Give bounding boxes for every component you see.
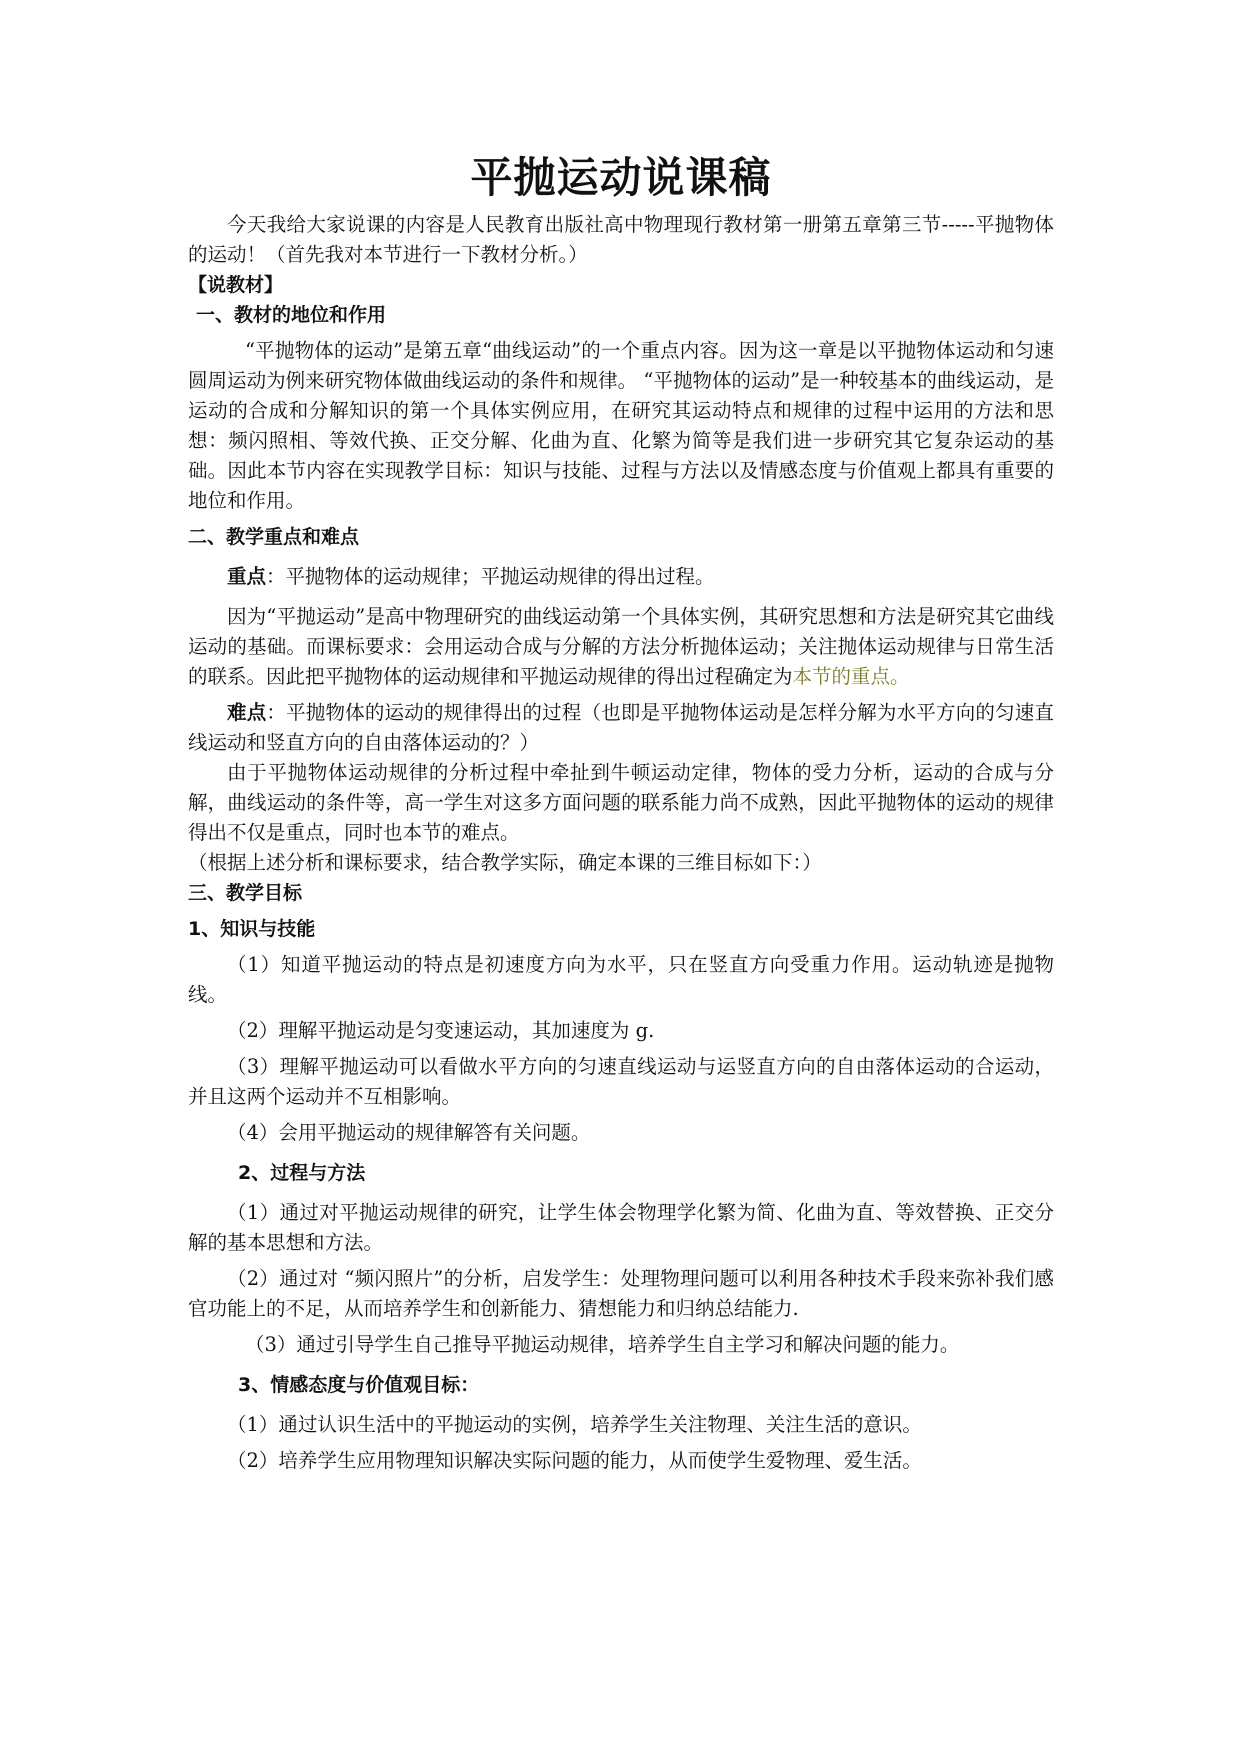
difficulty-text: ：平抛物体的运动的规律得出的过程（也即是平抛物体运动是怎样分解为水平方向的匀速直线运动和竖直方向的自由落体运动的？） <box>188 701 1054 754</box>
goal-knowledge-4: （4）会用平抛运动的规律解答有关问题。 <box>227 1121 591 1144</box>
heading-teaching-goals: 三、教学目标 <box>188 882 303 904</box>
goal-method-3: （3）通过引导学生自己推导平抛运动规律，培养学生自主学习和解决问题的能力。 <box>245 1333 960 1356</box>
goal-attitude-1: （1）通过认识生活中的平抛运动的实例，培养学生关注物理、关注生活的意识。 <box>227 1413 922 1436</box>
paragraph-difficulty-reason: 由于平抛物体运动规律的分析过程中牵扯到牛顿运动定律，物体的受力分析，运动的合成与分解，曲线运动的条件等，高一学生对这多方面问题的联系能力尚不成熟，因此平抛物体的运动的规律得出不仅是重点，同时也本节的难点。 <box>188 761 1054 844</box>
heading-process-method: 2、过程与方法 <box>238 1162 366 1184</box>
document-body <box>188 148 1054 1476</box>
goal-method-1: （1）通过对平抛运动规律的研究，让学生体会物理学化繁为简、化曲为直、等效替换、正交分解的基本思想和方法。 <box>188 1201 1054 1254</box>
goal-attitude-2: （2）培养学生应用物理知识解决实际问题的能力，从而使学生爱物理、爱生活。 <box>227 1449 922 1472</box>
paragraph-note: （根据上述分析和课标要求，结合教学实际，确定本课的三维目标如下：） <box>188 851 822 874</box>
heading-attitude-values: 3、情感态度与价值观目标： <box>238 1374 480 1396</box>
focus-reason-tail: 本节的重点。 <box>792 665 910 688</box>
paragraph-focus <box>188 562 1054 592</box>
paragraph-difficulty <box>188 698 1054 758</box>
goal-method-2: （2）通过对 “频闪照片”的分析，启发学生：处理物理问题可以利用各种技术手段来弥补我们感官功能上的不足，从而培养学生和创新能力、猜想能力和归纳总结能力. <box>188 1267 1054 1320</box>
document-title: 平抛运动说课稿 <box>470 153 772 202</box>
heading-key-points: 二、教学重点和难点 <box>188 526 360 548</box>
focus-text: ：平抛物体的运动规律；平抛运动规律的得出过程。 <box>266 565 715 588</box>
paragraph-focus-reason <box>188 602 1054 692</box>
goal-knowledge-3: （3）理解平抛运动可以看做水平方向的匀速直线运动与运竖直方向的自由落体运动的合运动，并且这两个运动并不互相影响。 <box>188 1055 1054 1108</box>
heading-knowledge-skills: 1、知识与技能 <box>188 918 316 940</box>
focus-reason-text: 因为“平抛运动”是高中物理研究的曲线运动第一个具体实例，其研究思想和方法是研究其它曲线运动的基础。而课标要求：会用运动合成与分解的方法分析抛体运动；关注抛体运动规律与日常生活的联系。因此把平抛物体的运动规律和平抛运动规律的得出过程确定为 <box>188 605 1054 688</box>
intro-paragraph: 今天我给大家说课的内容是人民教育出版社高中物理现行教材第一册第五章第三节-----平抛物体的运动！（首先我对本节进行一下教材分析。） <box>188 213 1054 266</box>
focus-label: 重点 <box>227 565 267 588</box>
heading-textbook-role: 一、教材的地位和作用 <box>196 304 387 326</box>
section-tag: 【说教材】 <box>188 274 284 296</box>
difficulty-label: 难点 <box>227 701 267 724</box>
paragraph-textbook-role: “平抛物体的运动”是第五章“曲线运动”的一个重点内容。因为这一章是以平抛物体运动和匀速圆周运动为例来研究物体做曲线运动的条件和规律。 “平抛物体的运动”是一种较基本的曲线运动，是运动的合成和分解知识的第一个具体实例应用，在研究其运动特点和规律的过程中运用的方法和思想：频闪照相、等效代换、正交分解、化曲为直、化繁为简等是我们进一步研究其它复杂运动的基础。因此本节内容在实现教学目标：知识与技能、过程与方法以及情感态度与价值观上都具有重要的地位和作用。 <box>188 339 1054 512</box>
goal-knowledge-2: （2）理解平抛运动是匀变速运动，其加速度为 g. <box>227 1019 655 1042</box>
goal-knowledge-1: （1）知道平抛运动的特点是初速度方向为水平，只在竖直方向受重力作用。运动轨迹是抛物线。 <box>188 953 1054 1006</box>
